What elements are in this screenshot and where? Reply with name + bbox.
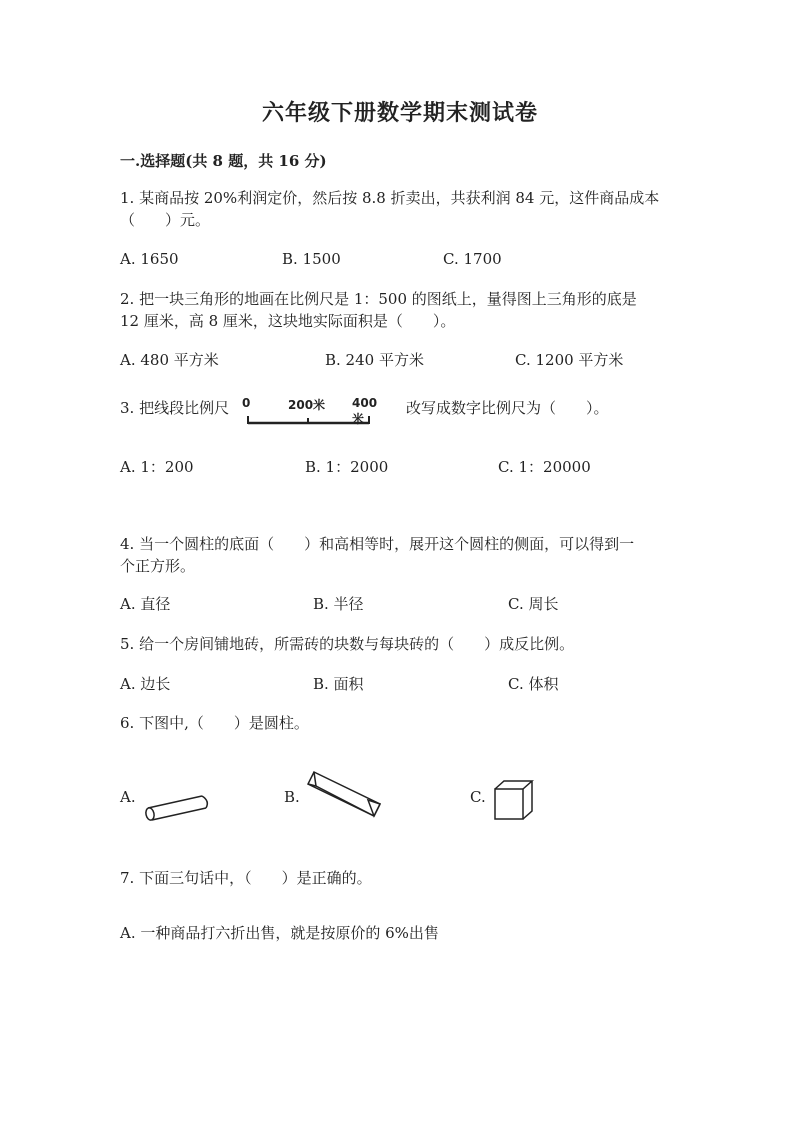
question-2-option-b: B. 240 平方米 (325, 351, 424, 369)
question-2-option-a: A. 480 平方米 (120, 351, 219, 369)
question-2-line-1: 2. 把一块三角形的地画在比例尺是 1：500 的图纸上，量得图上三角形的底是 (120, 290, 637, 308)
question-2-line-2: 12 厘米，高 8 厘米，这块地实际面积是（ ）。 (120, 312, 456, 330)
question-1-option-b: B. 1500 (282, 250, 341, 268)
question-4-line-2: 个正方形。 (120, 557, 196, 575)
question-4-line-1: 4. 当一个圆柱的底面（ ）和高相等时，展开这个圆柱的侧面，可以得到一 (120, 535, 635, 553)
scale-label-200: 200米 (288, 398, 326, 412)
question-1-line-1: 1. 某商品按 20%利润定价，然后按 8.8 折卖出，共获利润 84 元，这件商品成本 (120, 189, 660, 207)
question-3-option-c: C. 1：20000 (498, 458, 591, 476)
cube-figure (492, 778, 536, 822)
question-6-option-c: C. (470, 788, 486, 806)
scale-label-0: 0 (242, 396, 251, 410)
cylinder-rod-figure (140, 792, 212, 824)
question-6-option-a: A. (120, 788, 136, 806)
question-3-option-b: B. 1：2000 (305, 458, 389, 476)
question-7-line-1: 7. 下面三句话中，（ ）是正确的。 (120, 869, 372, 887)
page-title: 六年级下册数学期末测试卷 (261, 100, 538, 126)
section-heading: 一.选择题(共 8 题，共 16 分) (120, 152, 327, 170)
question-1-option-c: C. 1700 (443, 250, 502, 268)
question-5-option-b: B. 面积 (313, 675, 364, 693)
scale-label-400: 400米 (352, 396, 378, 426)
scale-bar-icon (240, 396, 380, 432)
question-1-line-2: （ ）元。 (120, 211, 211, 229)
question-6-line-1: 6. 下图中,（ ）是圆柱。 (120, 714, 309, 732)
question-6-option-b: B. (284, 788, 300, 806)
line-scale-figure (240, 396, 380, 432)
question-5-line-1: 5. 给一个房间铺地砖，所需砖的块数与每块砖的（ ）成反比例。 (120, 635, 575, 653)
question-3-prefix: 3. 把线段比例尺 (120, 399, 230, 417)
question-4-option-a: A. 直径 (120, 595, 171, 613)
question-3-suffix: 改写成数字比例尺为（ ）。 (406, 399, 609, 417)
triangular-prism-figure (302, 768, 386, 820)
question-1-option-a: A. 1650 (120, 250, 179, 268)
question-5-option-c: C. 体积 (508, 675, 559, 693)
question-4-option-b: B. 半径 (313, 595, 364, 613)
question-4-option-c: C. 周长 (508, 595, 559, 613)
question-3-option-a: A. 1：200 (120, 458, 194, 476)
question-5-option-a: A. 边长 (120, 675, 171, 693)
question-2-option-c: C. 1200 平方米 (515, 351, 624, 369)
question-7-option-a: A. 一种商品打六折出售，就是按原价的 6%出售 (120, 924, 439, 942)
